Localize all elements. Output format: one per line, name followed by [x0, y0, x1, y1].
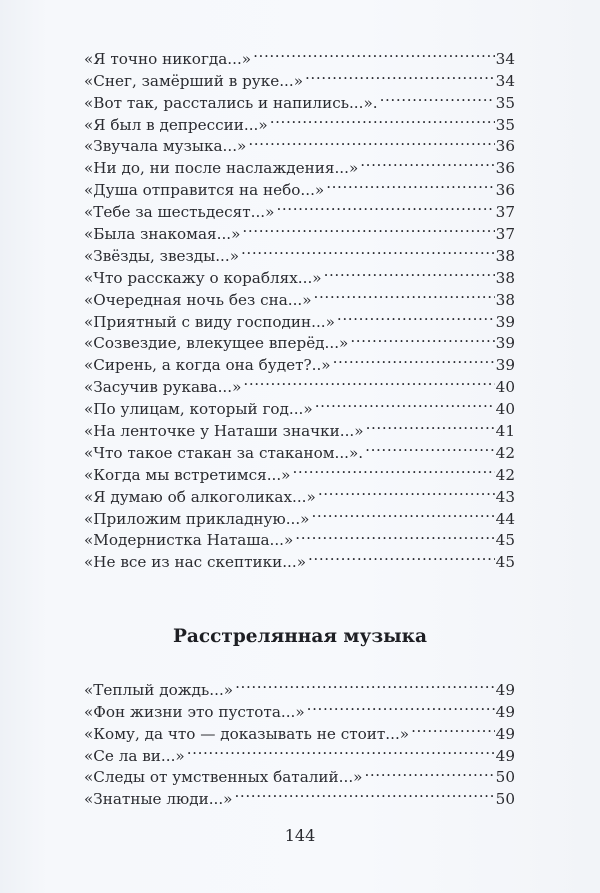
toc-entry-page: 37: [495, 203, 515, 222]
toc-entry-title: «Что такое стакан за стаканом...».: [84, 443, 364, 462]
toc-entry-page: 41: [495, 422, 515, 441]
toc-entry-page: 36: [495, 181, 515, 200]
dot-leader: [380, 86, 495, 108]
toc-entry-page: 50: [495, 768, 515, 787]
toc-entry-page: 49: [495, 746, 515, 765]
toc-entry-title: «Звучала музыка...»: [84, 137, 247, 156]
dot-leader: [360, 151, 494, 173]
toc-entry-title: «Следы от умственных баталий...»: [84, 768, 363, 787]
dot-leader: [270, 108, 495, 130]
dot-leader: [366, 414, 495, 436]
dot-leader: [307, 695, 495, 717]
dot-leader: [241, 239, 495, 261]
dot-leader: [311, 502, 494, 524]
dot-leader: [350, 327, 494, 349]
toc-entry-page: 43: [495, 487, 515, 506]
toc-entry-title: «Се ла ви...»: [84, 746, 185, 765]
toc-entry-page: 45: [495, 553, 515, 572]
toc-entry-title: «Модернистка Наташа...»: [84, 531, 294, 550]
toc-entry-page: 44: [495, 509, 515, 528]
toc-entry-title: «Теплый дождь...»: [84, 680, 234, 699]
toc-entry-title: «Фон жизни это пустота...»: [84, 702, 305, 721]
toc-entry-page: 40: [495, 378, 515, 397]
toc-entry-title: «На ленточке у Наташи значки...»: [84, 422, 364, 441]
dot-leader: [324, 261, 495, 283]
toc-entry-page: 49: [495, 680, 515, 699]
toc-entry-page: 45: [495, 531, 515, 550]
toc-entry-title: «Кому, да что — доказывать не стоит...»: [84, 724, 410, 743]
dot-leader: [276, 195, 494, 217]
toc-entry-title: «Не все из нас скептики...»: [84, 553, 306, 572]
page-number: 144: [284, 826, 316, 845]
toc-entry-page: 38: [495, 290, 515, 309]
toc-entry-title: «Вот так, расстались и напились...».: [84, 93, 378, 112]
toc-entry-title: «Я точно никогда...»: [84, 49, 252, 68]
toc-entry-page: 38: [495, 268, 515, 287]
dot-leader: [364, 761, 494, 783]
toc-entry-title: «Созвездие, влекущее вперёд...»: [84, 334, 349, 353]
toc-entry-page: 42: [495, 443, 515, 462]
toc-entry-title: «Очередная ночь без сна...»: [84, 290, 312, 309]
toc-entry-title: «Тебе за шестьдесят...»: [84, 203, 275, 222]
toc-entry-title: «Когда мы встретимся...»: [84, 465, 291, 484]
toc-entry-title: «Я был в депрессии...»: [84, 115, 268, 134]
toc-entry-page: 49: [495, 724, 515, 743]
toc-entry-title: «Сирень, а когда она будет?..»: [84, 356, 331, 375]
toc-entry: [84, 673, 515, 699]
dot-leader: [242, 217, 494, 239]
toc-entry-title: «Ни до, ни после наслаждения...»: [84, 159, 359, 178]
toc-entry-title: «Приятный с виду господин...»: [84, 312, 335, 331]
dot-leader: [234, 782, 494, 804]
section-heading: Расстрелянная музыка: [172, 626, 428, 647]
toc-entry-page: 40: [495, 400, 515, 419]
dot-leader: [326, 173, 494, 195]
toc-entry-title: «Душа отправится на небо...»: [84, 181, 325, 200]
dot-leader: [295, 524, 494, 546]
toc-entry-page: 42: [495, 465, 515, 484]
section-toc: [84, 673, 515, 809]
toc-entry-page: 35: [495, 93, 515, 112]
dot-leader: [337, 305, 495, 327]
toc-entry-page: 36: [495, 159, 515, 178]
toc-entry-page: 35: [495, 115, 515, 134]
dot-leader: [365, 436, 495, 458]
dot-leader: [308, 545, 495, 567]
dot-leader: [411, 717, 495, 739]
toc-entry-page: 34: [495, 71, 515, 90]
toc-entry-page: 37: [495, 225, 515, 244]
dot-leader: [315, 392, 495, 414]
dot-leader: [318, 480, 495, 502]
toc-entry-page: 38: [495, 246, 515, 265]
dot-leader: [253, 42, 495, 64]
toc-entry-title: «Засучив рукава...»: [84, 378, 242, 397]
dot-leader: [187, 739, 495, 761]
dot-leader: [305, 64, 495, 86]
toc-entry-title: «Снег, замёрший в руке...»: [84, 71, 303, 90]
toc-entry-title: «Я думаю об алкоголиках...»: [84, 487, 316, 506]
toc-entry-title: «Приложим прикладную...»: [84, 509, 310, 528]
dot-leader: [292, 458, 494, 480]
toc-entry-title: «Что расскажу о кораблях...»: [84, 268, 322, 287]
toc-entry: [84, 42, 515, 68]
toc-entry-title: «Звёзды, звезды...»: [84, 246, 239, 265]
toc-entry-page: 34: [495, 49, 515, 68]
toc-entry-title: «Знатные люди...»: [84, 790, 233, 809]
toc-entry-page: 39: [495, 356, 515, 375]
toc-entry-page: 39: [495, 312, 515, 331]
toc-entry-page: 39: [495, 334, 515, 353]
dot-leader: [235, 673, 495, 695]
dot-leader: [333, 348, 495, 370]
dot-leader: [314, 283, 495, 305]
toc-entry-title: «Была знакомая...»: [84, 225, 241, 244]
toc-entry-title: «По улицам, который год...»: [84, 400, 313, 419]
table-of-contents: [84, 42, 515, 572]
dot-leader: [243, 370, 494, 392]
dot-leader: [248, 130, 494, 152]
toc-entry-page: 50: [495, 790, 515, 809]
toc-entry-page: 49: [495, 702, 515, 721]
toc-entry-page: 36: [495, 137, 515, 156]
